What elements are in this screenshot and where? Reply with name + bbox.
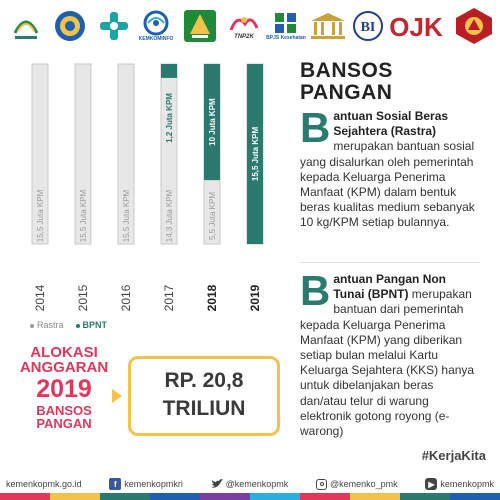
footer-website[interactable] bbox=[6, 479, 82, 489]
rastra-label-2014: 15,5 Juta KPM bbox=[36, 189, 45, 243]
color-strip bbox=[0, 493, 500, 500]
footer-youtube[interactable] bbox=[425, 478, 494, 490]
bappenas-logo bbox=[308, 6, 348, 46]
alokasi-anggaran bbox=[14, 345, 114, 430]
rastra-lead: antuan Sosial Beras Sejahtera (Rastra) bbox=[333, 109, 449, 139]
amount-line1: RP. 20,8 bbox=[164, 369, 244, 392]
legend-rastra bbox=[30, 320, 64, 330]
arrow-icon bbox=[112, 389, 122, 403]
instagram-icon bbox=[316, 479, 327, 490]
bpnt-label-2018: 10 Juta KPM bbox=[208, 98, 217, 146]
chart-legend bbox=[30, 320, 107, 330]
kemenko-pmk-logo bbox=[6, 6, 46, 46]
tut-wuri-handayani-logo bbox=[50, 6, 90, 46]
kemenag-logo bbox=[180, 6, 220, 46]
legend-bpnt bbox=[76, 320, 108, 330]
page-title bbox=[300, 60, 393, 104]
rastra-label-2016: 15,5 Juta KPM bbox=[122, 189, 131, 243]
bar-bpnt-2017 bbox=[161, 64, 177, 78]
amount-line2: TRILIUN bbox=[162, 397, 246, 420]
rastra-label-2017: 14,3 Juta KPM bbox=[165, 189, 174, 243]
youtube-text: kemenkopmk bbox=[440, 479, 494, 489]
title-line1: BANSOS bbox=[300, 59, 393, 82]
facebook-text: kemenkopmkri bbox=[124, 479, 183, 489]
bpjs-label: BPJS Kesehatan bbox=[266, 35, 306, 41]
year-label-2014: 2014 bbox=[33, 284, 47, 312]
title-line2: PANGAN bbox=[300, 81, 393, 104]
rastra-label-2015: 15,5 Juta KPM bbox=[79, 189, 88, 243]
footer-instagram[interactable] bbox=[316, 479, 398, 490]
divider bbox=[300, 262, 480, 263]
bpnt-lead: antuan Pangan Non Tunai (BPNT) bbox=[333, 272, 447, 302]
website-text: kemenkopmk.go.id bbox=[6, 479, 82, 489]
rastra-label-2018: 5,5 Juta KPM bbox=[208, 191, 217, 241]
year-label-2019: 2019 bbox=[248, 284, 262, 312]
kemenkominfo-label: KEMKOMINFO bbox=[138, 36, 174, 42]
alokasi-line3: BANSOS bbox=[36, 403, 92, 418]
budget-amount bbox=[128, 356, 280, 436]
bank-indonesia-label: BI bbox=[360, 20, 376, 35]
year-label-2015: 2015 bbox=[76, 284, 90, 312]
kemenkes-logo bbox=[94, 6, 134, 46]
partner-logos bbox=[0, 0, 500, 56]
rastra-body: merupakan bantuan sosial yang disalurkan oleh pemerintah kepada Keluarga Penerima Manfaat (KPM) dalam bentuk beras kualitas medium sebanyak 10 kg/KPM setiap bulannya. bbox=[300, 139, 475, 230]
alokasi-line1: ALOKASI bbox=[30, 344, 98, 361]
kemenkominfo-logo bbox=[134, 6, 178, 46]
tnp2k-label: TNP2K bbox=[234, 34, 254, 40]
year-label-2018: 2018 bbox=[205, 284, 219, 312]
bpjs-kesehatan-logo bbox=[266, 6, 306, 46]
twitter-icon bbox=[211, 478, 223, 490]
bpnt-dropcap: B bbox=[300, 267, 331, 314]
bpnt-label-2017: 1,2 Juta KPM bbox=[165, 93, 174, 143]
year-label-2017: 2017 bbox=[162, 284, 176, 312]
twitter-text: @kemenkopmk bbox=[225, 479, 289, 489]
ojk-label: OJK bbox=[389, 12, 443, 42]
footer-facebook[interactable] bbox=[109, 478, 183, 490]
rastra-description bbox=[300, 104, 480, 231]
year-label-2016: 2016 bbox=[119, 284, 133, 312]
bpnt-description bbox=[300, 267, 480, 439]
bpnt-label-2019: 15,5 Juta KPM bbox=[251, 126, 260, 182]
footer-twitter[interactable] bbox=[211, 478, 289, 490]
instagram-text: @kemenko_pmk bbox=[330, 479, 398, 489]
bpnt-body: merupakan bantuan dari pemerintah kepada Keluarga Penerima Manfaat (KPM) yang diberikan setiap bulan melalui Kartu Keluarga Sejahtera (KKS) hanya untuk dibelanjakan beras dan/atau telur di warung elektronik gotong royong (e-warong) bbox=[300, 287, 475, 439]
legend-rastra-label: Rastra bbox=[37, 320, 64, 330]
youtube-icon: ▶ bbox=[425, 478, 437, 490]
bank-indonesia-logo bbox=[350, 6, 386, 46]
facebook-icon: f bbox=[109, 478, 121, 490]
rastra-dropcap: B bbox=[300, 104, 331, 151]
ojk-logo bbox=[386, 6, 446, 46]
alokasi-line4: PANGAN bbox=[36, 416, 92, 431]
tnp2k-logo bbox=[222, 6, 266, 46]
alokasi-line2: ANGGARAN bbox=[19, 359, 109, 376]
alokasi-year: 2019 bbox=[36, 375, 92, 403]
bnpb-logo bbox=[452, 6, 496, 46]
legend-bpnt-label: BPNT bbox=[82, 320, 108, 330]
bansos-chart bbox=[20, 58, 270, 338]
hashtag: #KerjaKita bbox=[421, 448, 486, 463]
